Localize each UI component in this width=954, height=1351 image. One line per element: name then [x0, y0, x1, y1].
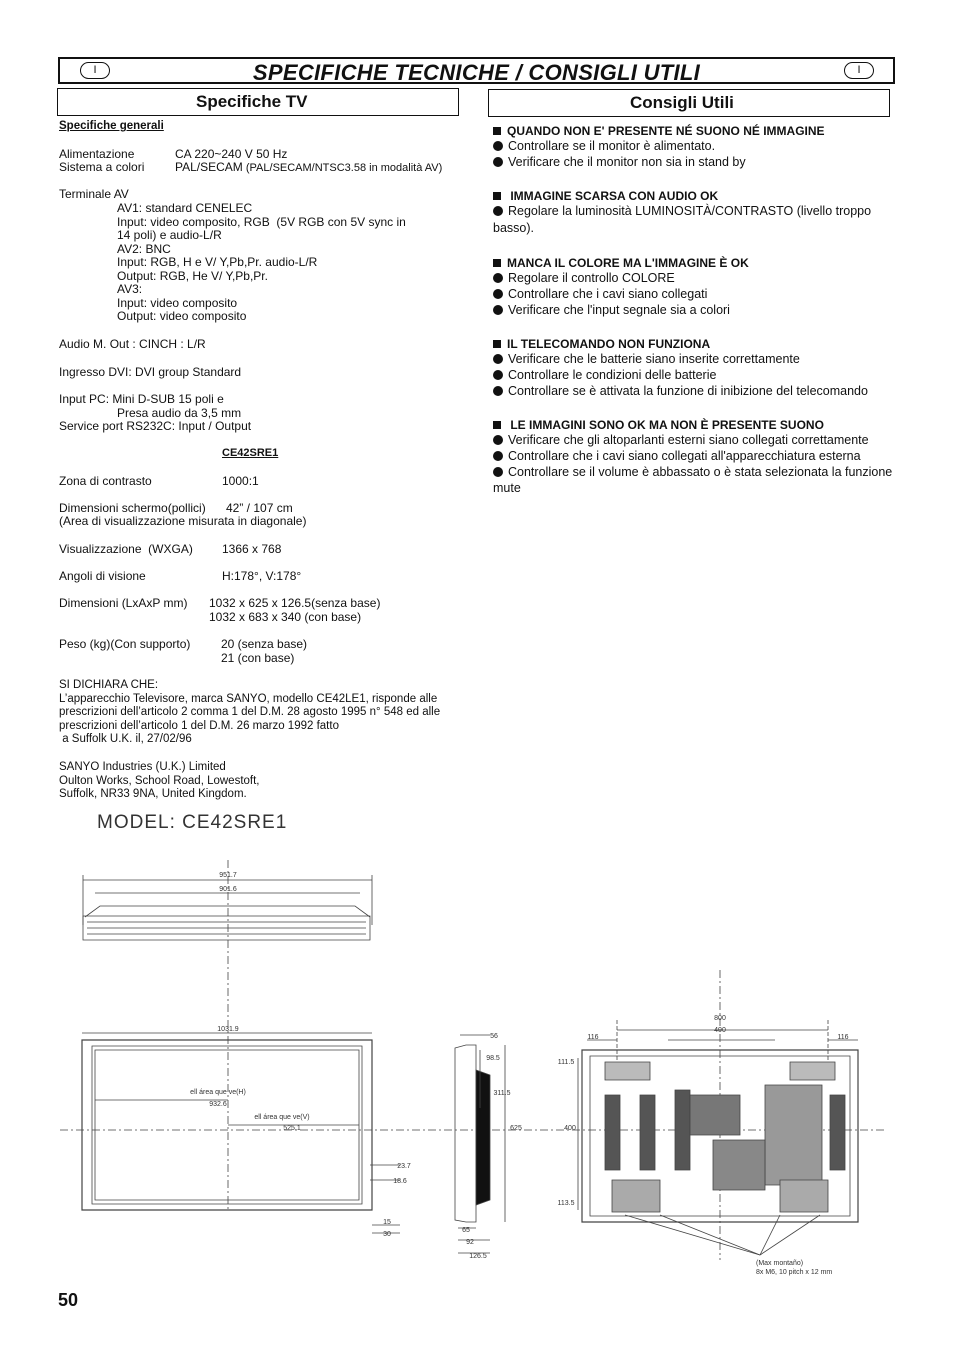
tip-item: Controllare le condizioni delle batterie: [493, 367, 893, 383]
dim-label: 113.5: [557, 1200, 575, 1207]
dim-label: 951.7: [219, 872, 237, 879]
dim-label: ell área que ve(H): [190, 1089, 246, 1096]
tip-heading: MANCA IL COLORE MA L'IMMAGINE È OK: [493, 256, 893, 270]
av-line: Output: RGB, He V/ Y,Pb,Pr.: [117, 268, 268, 283]
display-label: Visualizzazione (WXGA): [59, 542, 193, 556]
address-line: Suffolk, NR33 9NA, United Kingdom.: [59, 788, 247, 800]
tip-item: Controllare se il monitor è alimentato.: [493, 138, 893, 154]
power-value: CA 220~240 V 50 Hz: [175, 147, 288, 161]
tip-heading: LE IMMAGINI SONO OK MA NON È PRESENTE SUONO: [493, 418, 893, 432]
color-system-value: PAL/SECAM (PAL/SECAM/NTSC3.58 in modalità AV): [175, 160, 443, 174]
tip-item: Controllare che i cavi siano collegati all'apparecchiatura esterna: [493, 448, 893, 464]
dim-label: 23.7: [397, 1163, 411, 1170]
declaration-line: prescrizioni dell’articolo 2 comma 1 del D.M. 28 agosto 1995 n° 548 ed alle: [59, 706, 441, 718]
dim-label: 400: [714, 1027, 726, 1034]
audio-out: Audio M. Out : CINCH : L/R: [59, 337, 206, 351]
dim-label: 92: [466, 1239, 474, 1246]
tip-item: Regolare il controllo COLORE: [493, 270, 893, 286]
dvi-input: Ingresso DVI: DVI group Standard: [59, 365, 242, 379]
dim-label: 1031.9: [217, 1026, 239, 1033]
av-line: Input: video composito, RGB (5V RGB con 5V sync in: [117, 214, 406, 229]
av-line: AV3:: [117, 282, 143, 296]
dim-label: 400: [564, 1125, 576, 1132]
dim-label: 311.5: [493, 1090, 511, 1097]
tip-item: Verificare che gli altoparlanti esterni siano collegati correttamente: [493, 432, 893, 448]
declaration-line: L’apparecchio Televisore, marca SANYO, modello CE42LE1, risponde alle: [59, 692, 438, 705]
dim-label: 901.6: [219, 886, 237, 893]
language-badge-right: I: [844, 62, 874, 79]
av-line: Input: RGB, H e V/ Y,Pb,Pr. audio-L/R: [117, 255, 318, 269]
display-value: 1366 x 768: [222, 542, 282, 556]
dim-label: ell área que ve(V): [254, 1114, 310, 1121]
dim-label: 65: [462, 1227, 470, 1234]
av-line: Input: video composito: [117, 295, 238, 310]
general-specs-heading: Specifiche generali: [59, 120, 164, 132]
viewing-angle-value: H:178°, V:178°: [222, 569, 302, 583]
tip-item: Verificare che l'input segnale sia a colori: [493, 302, 893, 318]
color-system-label: Sistema a colori: [59, 160, 145, 174]
dimensions-label: Dimensioni (LxAxP mm): [59, 596, 188, 610]
dim-label: 111.5: [557, 1059, 575, 1066]
viewing-angle-label: Angoli di visione: [59, 569, 146, 583]
av-line: AV2: BNC: [117, 241, 171, 256]
model-heading: CE42SRE1: [222, 447, 279, 459]
dim-label: 15: [383, 1219, 391, 1226]
dim-label: 800: [714, 1015, 726, 1022]
dim-label: 30: [383, 1231, 391, 1238]
side-view-body: [455, 1045, 476, 1222]
tip-heading: QUANDO NON E' PRESENTE NÉ SUONO NÉ IMMAGINE: [493, 124, 893, 138]
av-line: 14 poli) e audio-L/R: [117, 228, 222, 242]
back-note: (Max montaño): [756, 1260, 804, 1267]
dim-label: 98.5: [486, 1055, 500, 1062]
weight-value-1: 20 (senza base): [221, 637, 308, 651]
service-port: Service port RS232C: Input / Output: [59, 419, 252, 433]
dim-label: 56: [490, 1033, 498, 1040]
declaration-line: a Suffolk U.K. il, 27/02/96: [59, 733, 192, 745]
av-line: AV1: standard CENELEC: [117, 201, 253, 215]
av-terminal-label: Terminale AV: [59, 187, 129, 201]
pc-audio-input: Presa audio da 3,5 mm: [117, 406, 242, 420]
contrast-label: Zona di contrasto: [59, 474, 152, 488]
tip-item: Controllare che i cavi siano collegati: [493, 286, 893, 302]
power-label: Alimentazione: [59, 147, 135, 161]
page-number: 50: [58, 1290, 79, 1310]
weight-label: Peso (kg)(Con supporto): [59, 637, 191, 651]
dim-label: 625: [510, 1125, 522, 1132]
tip-item: Verificare che il monitor non sia in stand by: [493, 154, 893, 170]
dimensions-value-2: 1032 x 683 x 340 (con base): [209, 610, 362, 624]
dim-label: 932.6: [209, 1101, 227, 1108]
screen-note: (Area di visualizzazione misurata in diagonale): [59, 514, 307, 528]
back-note: 8x M6, 10 pitch x 12 mm: [756, 1269, 833, 1276]
tip-item: Controllare se il volume è abbassato o è stata selezionata la funzione mute: [493, 465, 893, 495]
dimensions-value-1: 1032 x 625 x 126.5(senza base): [209, 596, 381, 610]
screen-value: 42” / 107 cm: [226, 501, 293, 515]
dim-label: 116: [587, 1034, 599, 1041]
dim-label: 18.6: [393, 1178, 407, 1185]
specs-section-title: Specifiche TV: [196, 92, 308, 111]
screen-label: Dimensioni schermo(pollici): [59, 501, 206, 515]
tips-section-title: Consigli Utili: [630, 93, 734, 112]
tip-heading: IL TELECOMANDO NON FUNZIONA: [493, 337, 893, 351]
pc-input: Input PC: Mini D-SUB 15 poli e: [59, 392, 224, 406]
tip-heading: IMMAGINE SCARSA CON AUDIO OK: [493, 189, 893, 203]
dim-label: 525.1: [283, 1125, 301, 1132]
tip-item: Controllare se è attivata la funzione di inibizione del telecomando: [493, 383, 893, 399]
tip-item: Regolare la luminosità LUMINOSITÀ/CONTRASTO (livello troppo basso).: [493, 204, 872, 235]
weight-value-2: 21 (con base): [221, 651, 295, 665]
page-title: SPECIFICHE TECNICHE / CONSIGLI UTILI: [252, 60, 701, 85]
drawing-model-label: MODEL: CE42SRE1: [97, 812, 288, 833]
dim-label: 126.5: [469, 1253, 487, 1260]
dim-label: 116: [837, 1034, 849, 1041]
address-line: Oulton Works, School Road, Lowestoft,: [59, 774, 260, 787]
declaration-line: prescrizioni dell’articolo 1 del D.M. 26 marzo 1992 fatto: [59, 719, 339, 732]
language-badge-left: I: [80, 62, 110, 79]
av-line: Output: video composito: [117, 309, 247, 323]
contrast-value: 1000:1: [222, 474, 259, 488]
tip-item: Verificare che le batterie siano inserite correttamente: [493, 351, 893, 367]
declaration-line: SI DICHIARA CHE:: [59, 679, 159, 691]
address-line: SANYO Industries (U.K.) Limited: [59, 761, 226, 773]
